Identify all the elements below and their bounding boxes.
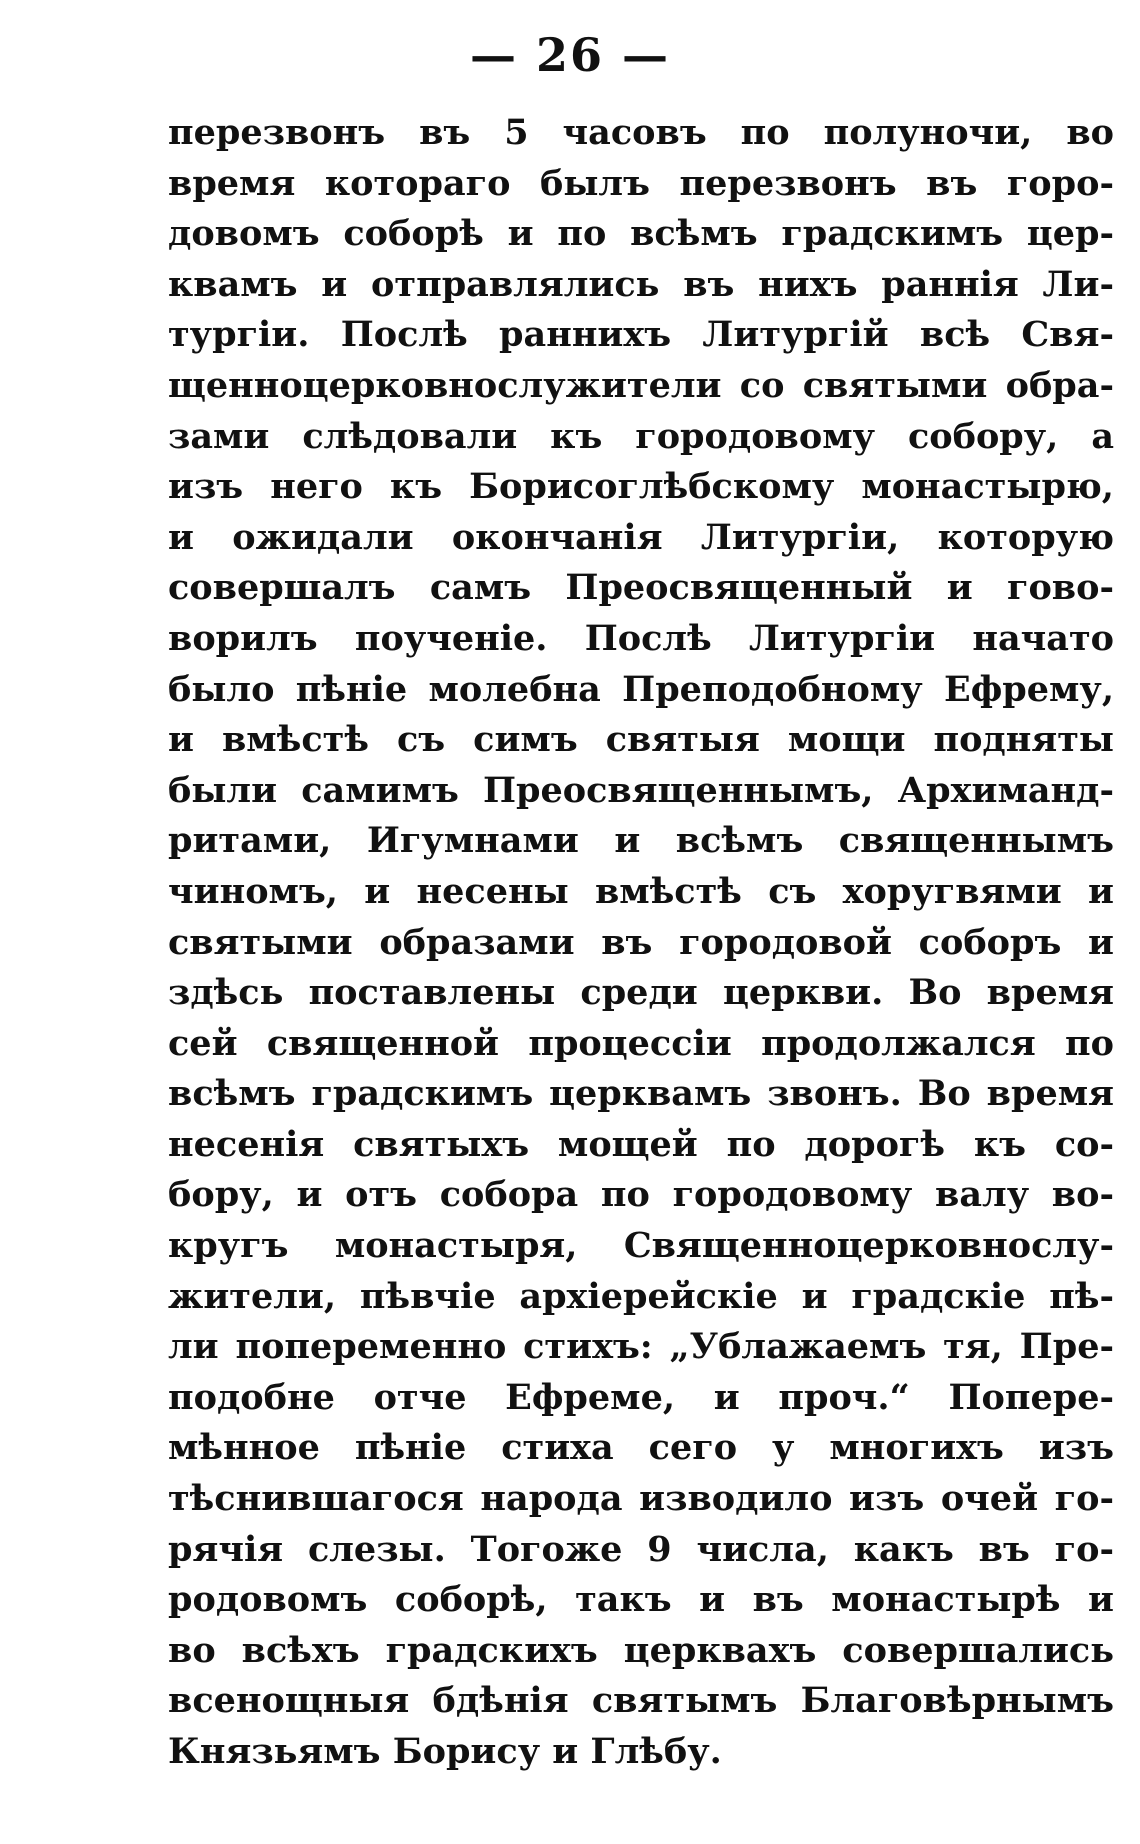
page-number: — 26 — (469, 28, 671, 82)
text-line: были самимъ Преосвященнымъ, Архиманд- (168, 769, 1114, 811)
body-text (168, 108, 1114, 1778)
text-line: Князьямъ Борису и Глѣбу. (168, 1731, 722, 1772)
text-line: всѣмъ градскимъ церквамъ звонъ. Во время (168, 1073, 1114, 1115)
text-line: рячія слезы. Тогоже 9 числа, какъ въ го- (168, 1528, 1114, 1570)
text-line: мѣнное пѣніе стиха сего у многихъ изъ (168, 1427, 1114, 1469)
text-line: святыми образами въ городовой соборъ и (168, 921, 1114, 963)
text-line: родовомъ соборѣ, такъ и въ монастырѣ и (168, 1579, 1114, 1621)
text-line: совершалъ самъ Преосвященный и гово- (168, 567, 1114, 609)
text-line: кругъ монастыря, Священноцерковнослу- (168, 1225, 1114, 1267)
text-line: и ожидали окончанія Литургіи, которую (168, 516, 1114, 558)
text-line: перезвонъ въ 5 часовъ по полуночи, во (168, 112, 1114, 153)
text-line: ли попеременно стихъ: „Ублажаемъ тя, Пре- (168, 1326, 1114, 1368)
text-line: подобне отче Ефреме, и проч.“ Попере- (168, 1376, 1114, 1418)
text-line: изъ него къ Борисоглѣбскому монастырю, (168, 466, 1114, 508)
text-line: всенощныя бдѣнія святымъ Благовѣрнымъ (168, 1680, 1114, 1722)
text-line: жители, пѣвчіе архіерейскіе и градскіе пѣ- (168, 1275, 1114, 1317)
text-line: зами слѣдовали къ городовому собору, а (168, 415, 1114, 457)
text-line: довомъ соборѣ и по всѣмъ градскимъ цер- (168, 213, 1114, 255)
text-line: и вмѣстѣ съ симъ святыя мощи подняты (168, 719, 1114, 761)
text-line: здѣсь поставлены среди церкви. Во время (168, 972, 1114, 1014)
text-line: квамъ и отправлялись въ нихъ раннія Ли- (168, 263, 1114, 305)
text-line: время котораго былъ перезвонъ въ горо- (168, 162, 1114, 204)
text-line: тѣснившагося народа изводило изъ очей го- (168, 1478, 1114, 1520)
text-line: было пѣніе молебна Преподобному Ефрему, (168, 668, 1114, 710)
text-line: ворилъ поученіе. Послѣ Литургіи начато (168, 617, 1114, 659)
text-line: ритами, Игумнами и всѣмъ священнымъ (168, 820, 1114, 862)
text-line: во всѣхъ градскихъ церквахъ совершались (168, 1629, 1114, 1671)
text-line: сей священной процессіи продолжался по (168, 1022, 1114, 1064)
text-line: несенія святыхъ мощей по дорогѣ къ со- (168, 1123, 1114, 1165)
text-line: бору, и отъ собора по городовому валу во- (168, 1174, 1114, 1216)
text-line: чиномъ, и несены вмѣстѣ съ хоругвями и (168, 870, 1114, 912)
text-line: щенноцерковнослужители со святыми обра- (168, 364, 1114, 406)
text-line: тургіи. Послѣ раннихъ Литургій всѣ Свя- (168, 314, 1114, 356)
